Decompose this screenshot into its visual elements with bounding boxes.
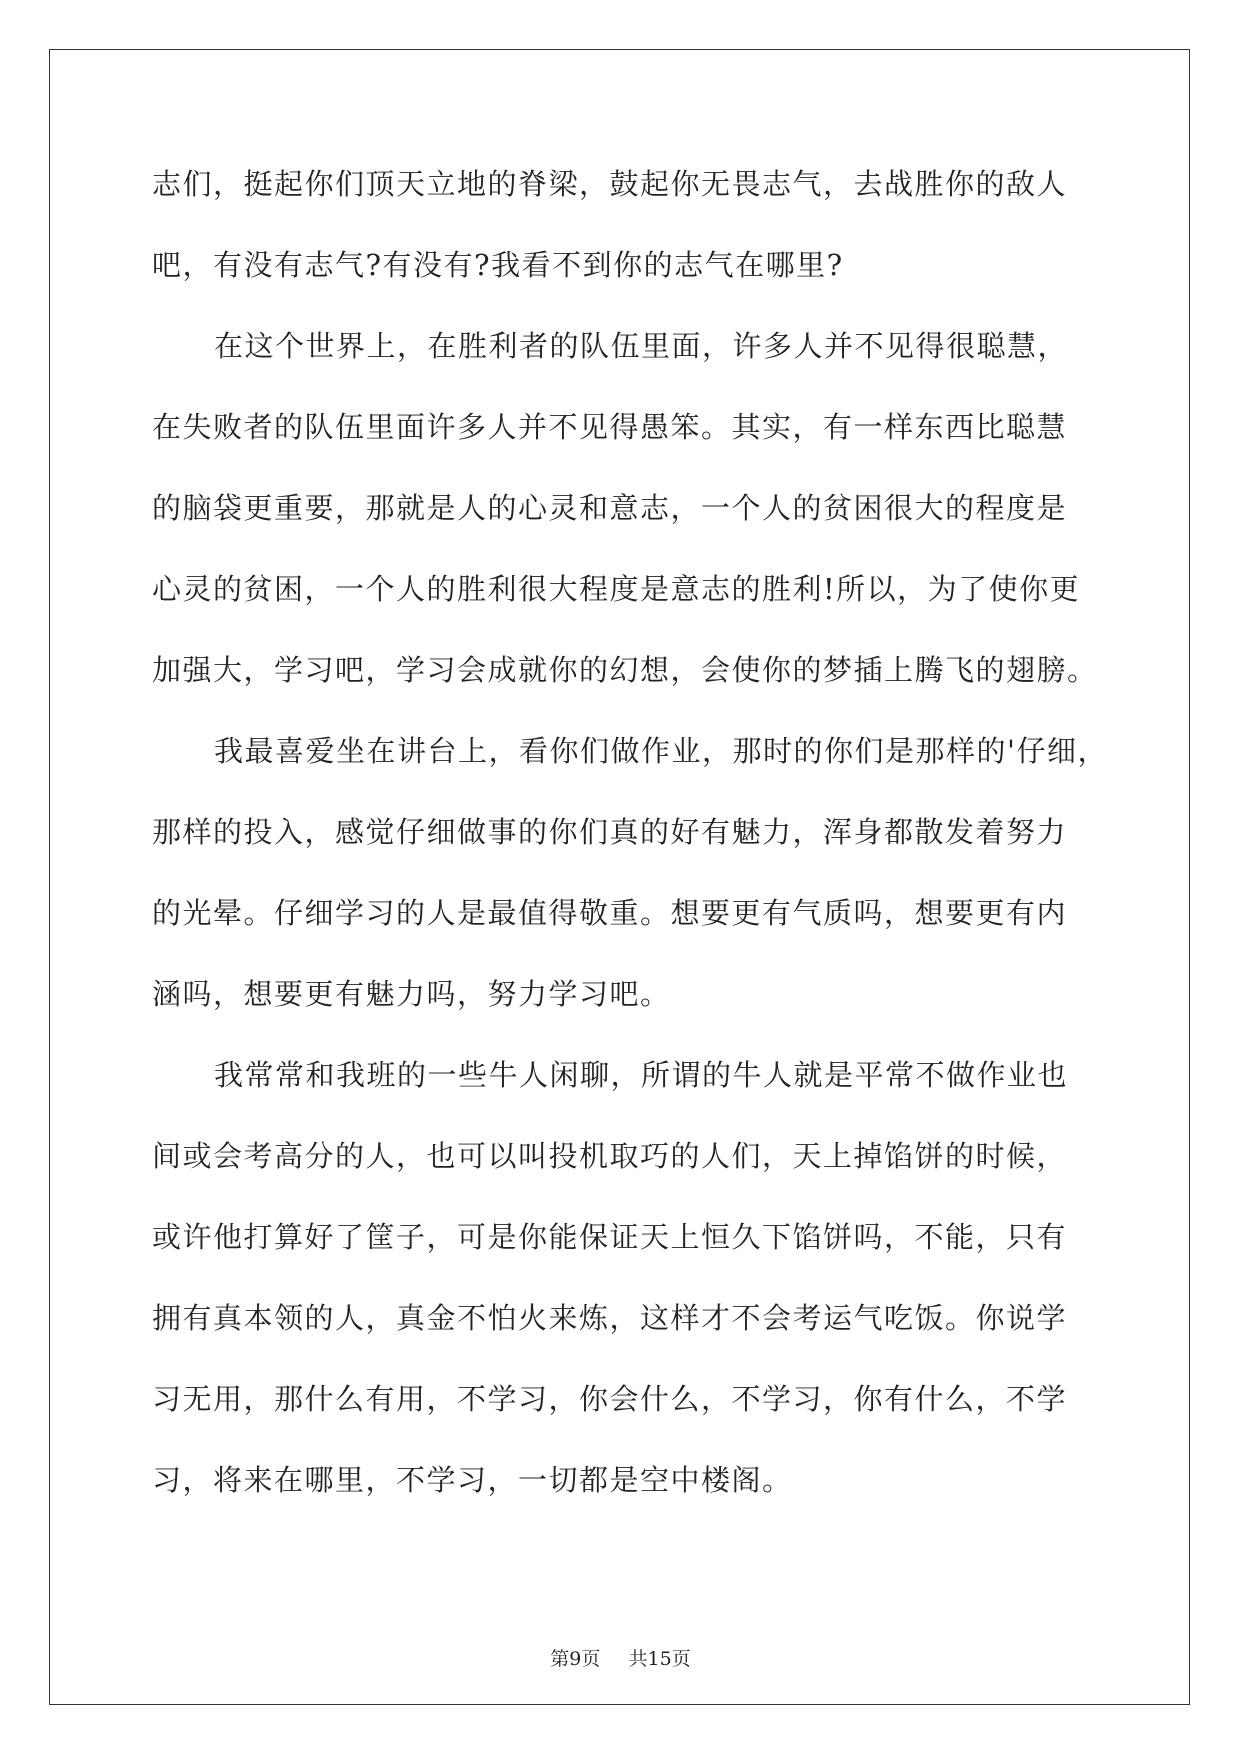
text-line: 间或会考高分的人，也可以叫投机取巧的人们，天上掉馅饼的时候，: [152, 1139, 1068, 1173]
text-line: 或许他打算好了筐子，可是你能保证天上恒久下馅饼吗，不能，只有: [152, 1220, 1068, 1254]
text-line: 拥有真本领的人，真金不怕火来炼，这样才不会考运气吃饭。你说学: [152, 1301, 1068, 1335]
text-line: 那样的投入，感觉仔细做事的你们真的好有魅力，浑身都散发着努力: [152, 815, 1068, 849]
text-line: 我最喜爱坐在讲台上，看你们做作业，那时的你们是那样的'仔细，: [214, 734, 1108, 768]
page-number: 第9页: [550, 1648, 601, 1670]
text-line: 在这个世界上，在胜利者的队伍里面，许多人并不见得很聪慧，: [214, 329, 1069, 363]
page-total: 共15页: [628, 1648, 691, 1670]
text-line: 心灵的贫困，一个人的胜利很大程度是意志的胜利!所以，为了使你更: [152, 572, 1081, 606]
text-line: 加强大，学习吧，学习会成就你的幻想，会使你的梦插上腾飞的翅膀。: [152, 653, 1098, 687]
text-line: 习，将来在哪里，不学习，一切都是空中楼阁。: [152, 1463, 793, 1497]
text-line: 志们，挺起你们顶天立地的脊梁，鼓起你无畏志气，去战胜你的敌人: [152, 167, 1068, 201]
text-line: 的脑袋更重要，那就是人的心灵和意志，一个人的贫困很大的程度是: [152, 491, 1068, 525]
document-body: [152, 162, 1108, 1539]
text-line: 习无用，那什么有用，不学习，你会什么，不学习，你有什么，不学: [152, 1382, 1068, 1416]
text-line: 在失败者的队伍里面许多人并不见得愚笨。其实，有一样东西比聪慧: [152, 410, 1068, 444]
page-footer: [0, 1644, 1241, 1671]
text-line: 我常常和我班的一些牛人闲聊，所谓的牛人就是平常不做作业也: [214, 1058, 1069, 1092]
text-line: 的光晕。仔细学习的人是最值得敬重。想要更有气质吗，想要更有内: [152, 896, 1068, 930]
text-line: 吧，有没有志气?有没有?我看不到你的志气在哪里?: [152, 248, 844, 282]
text-line: 涵吗，想要更有魅力吗，努力学习吧。: [152, 977, 671, 1011]
